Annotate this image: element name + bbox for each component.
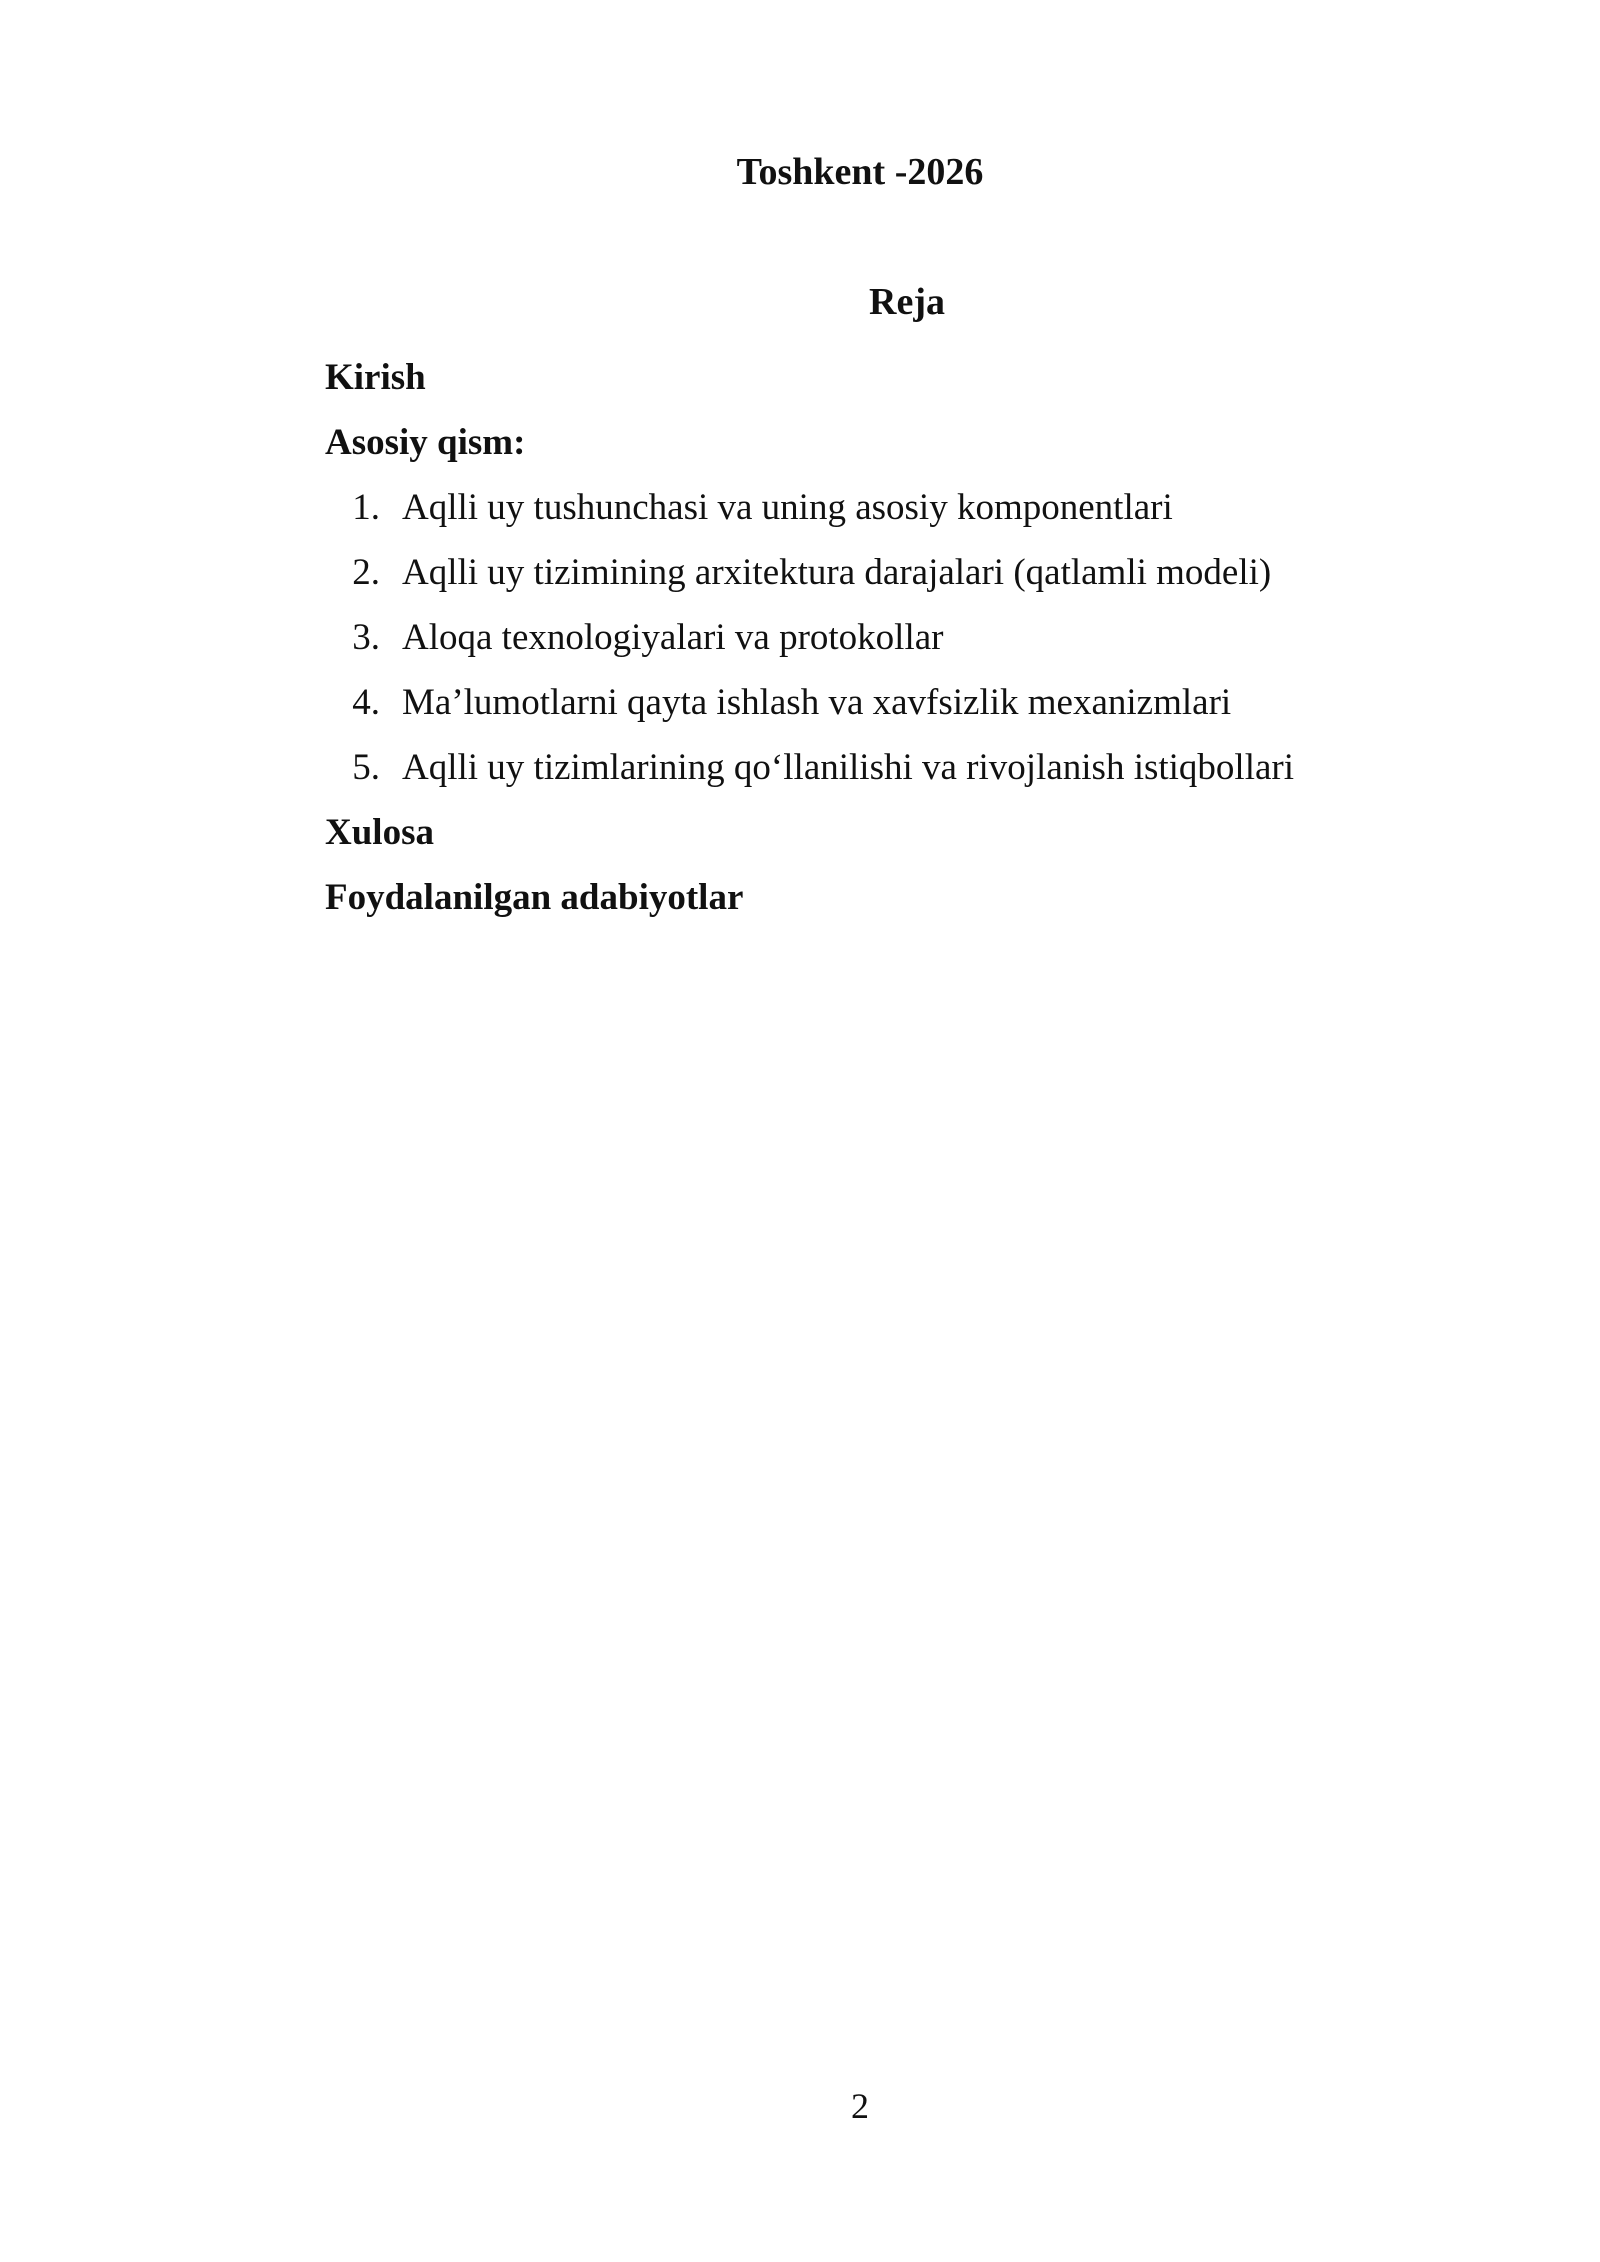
list-item-number: 3.	[352, 617, 380, 658]
references-heading: Foydalanilgan adabiyotlar	[325, 877, 744, 918]
plan-list	[325, 475, 1425, 800]
list-item	[325, 605, 1425, 670]
list-item-text: Aqlli uy tizimlarining qo‘llanilishi va rivojlanish istiqbollari	[402, 747, 1295, 788]
city-year-heading: Toshkent -2026	[736, 151, 984, 193]
intro-heading: Kirish	[325, 357, 426, 398]
list-item-number: 1.	[352, 487, 380, 528]
list-item-number: 5.	[352, 747, 380, 788]
page-number: 2	[851, 2086, 869, 2126]
list-item-text: Aqlli uy tushunchasi va uning asosiy komponentlari	[402, 487, 1173, 528]
main-part-heading: Asosiy qism:	[325, 422, 526, 463]
list-item-text: Ma’lumotlarni qayta ishlash va xavfsizlik mexanizmlari	[402, 682, 1232, 723]
list-item-text: Aqlli uy tizimining arxitektura darajalari (qatlamli modeli)	[402, 552, 1272, 593]
list-item	[325, 735, 1425, 800]
conclusion-heading: Xulosa	[325, 812, 434, 853]
list-item-number: 2.	[352, 552, 380, 593]
list-item	[325, 475, 1425, 540]
list-item	[325, 540, 1425, 605]
plan-content	[325, 345, 1425, 930]
list-item	[325, 670, 1425, 735]
list-item-number: 4.	[352, 682, 380, 723]
list-item-text: Aloqa texnologiyalari va protokollar	[402, 617, 944, 658]
plan-title: Reja	[869, 281, 945, 323]
